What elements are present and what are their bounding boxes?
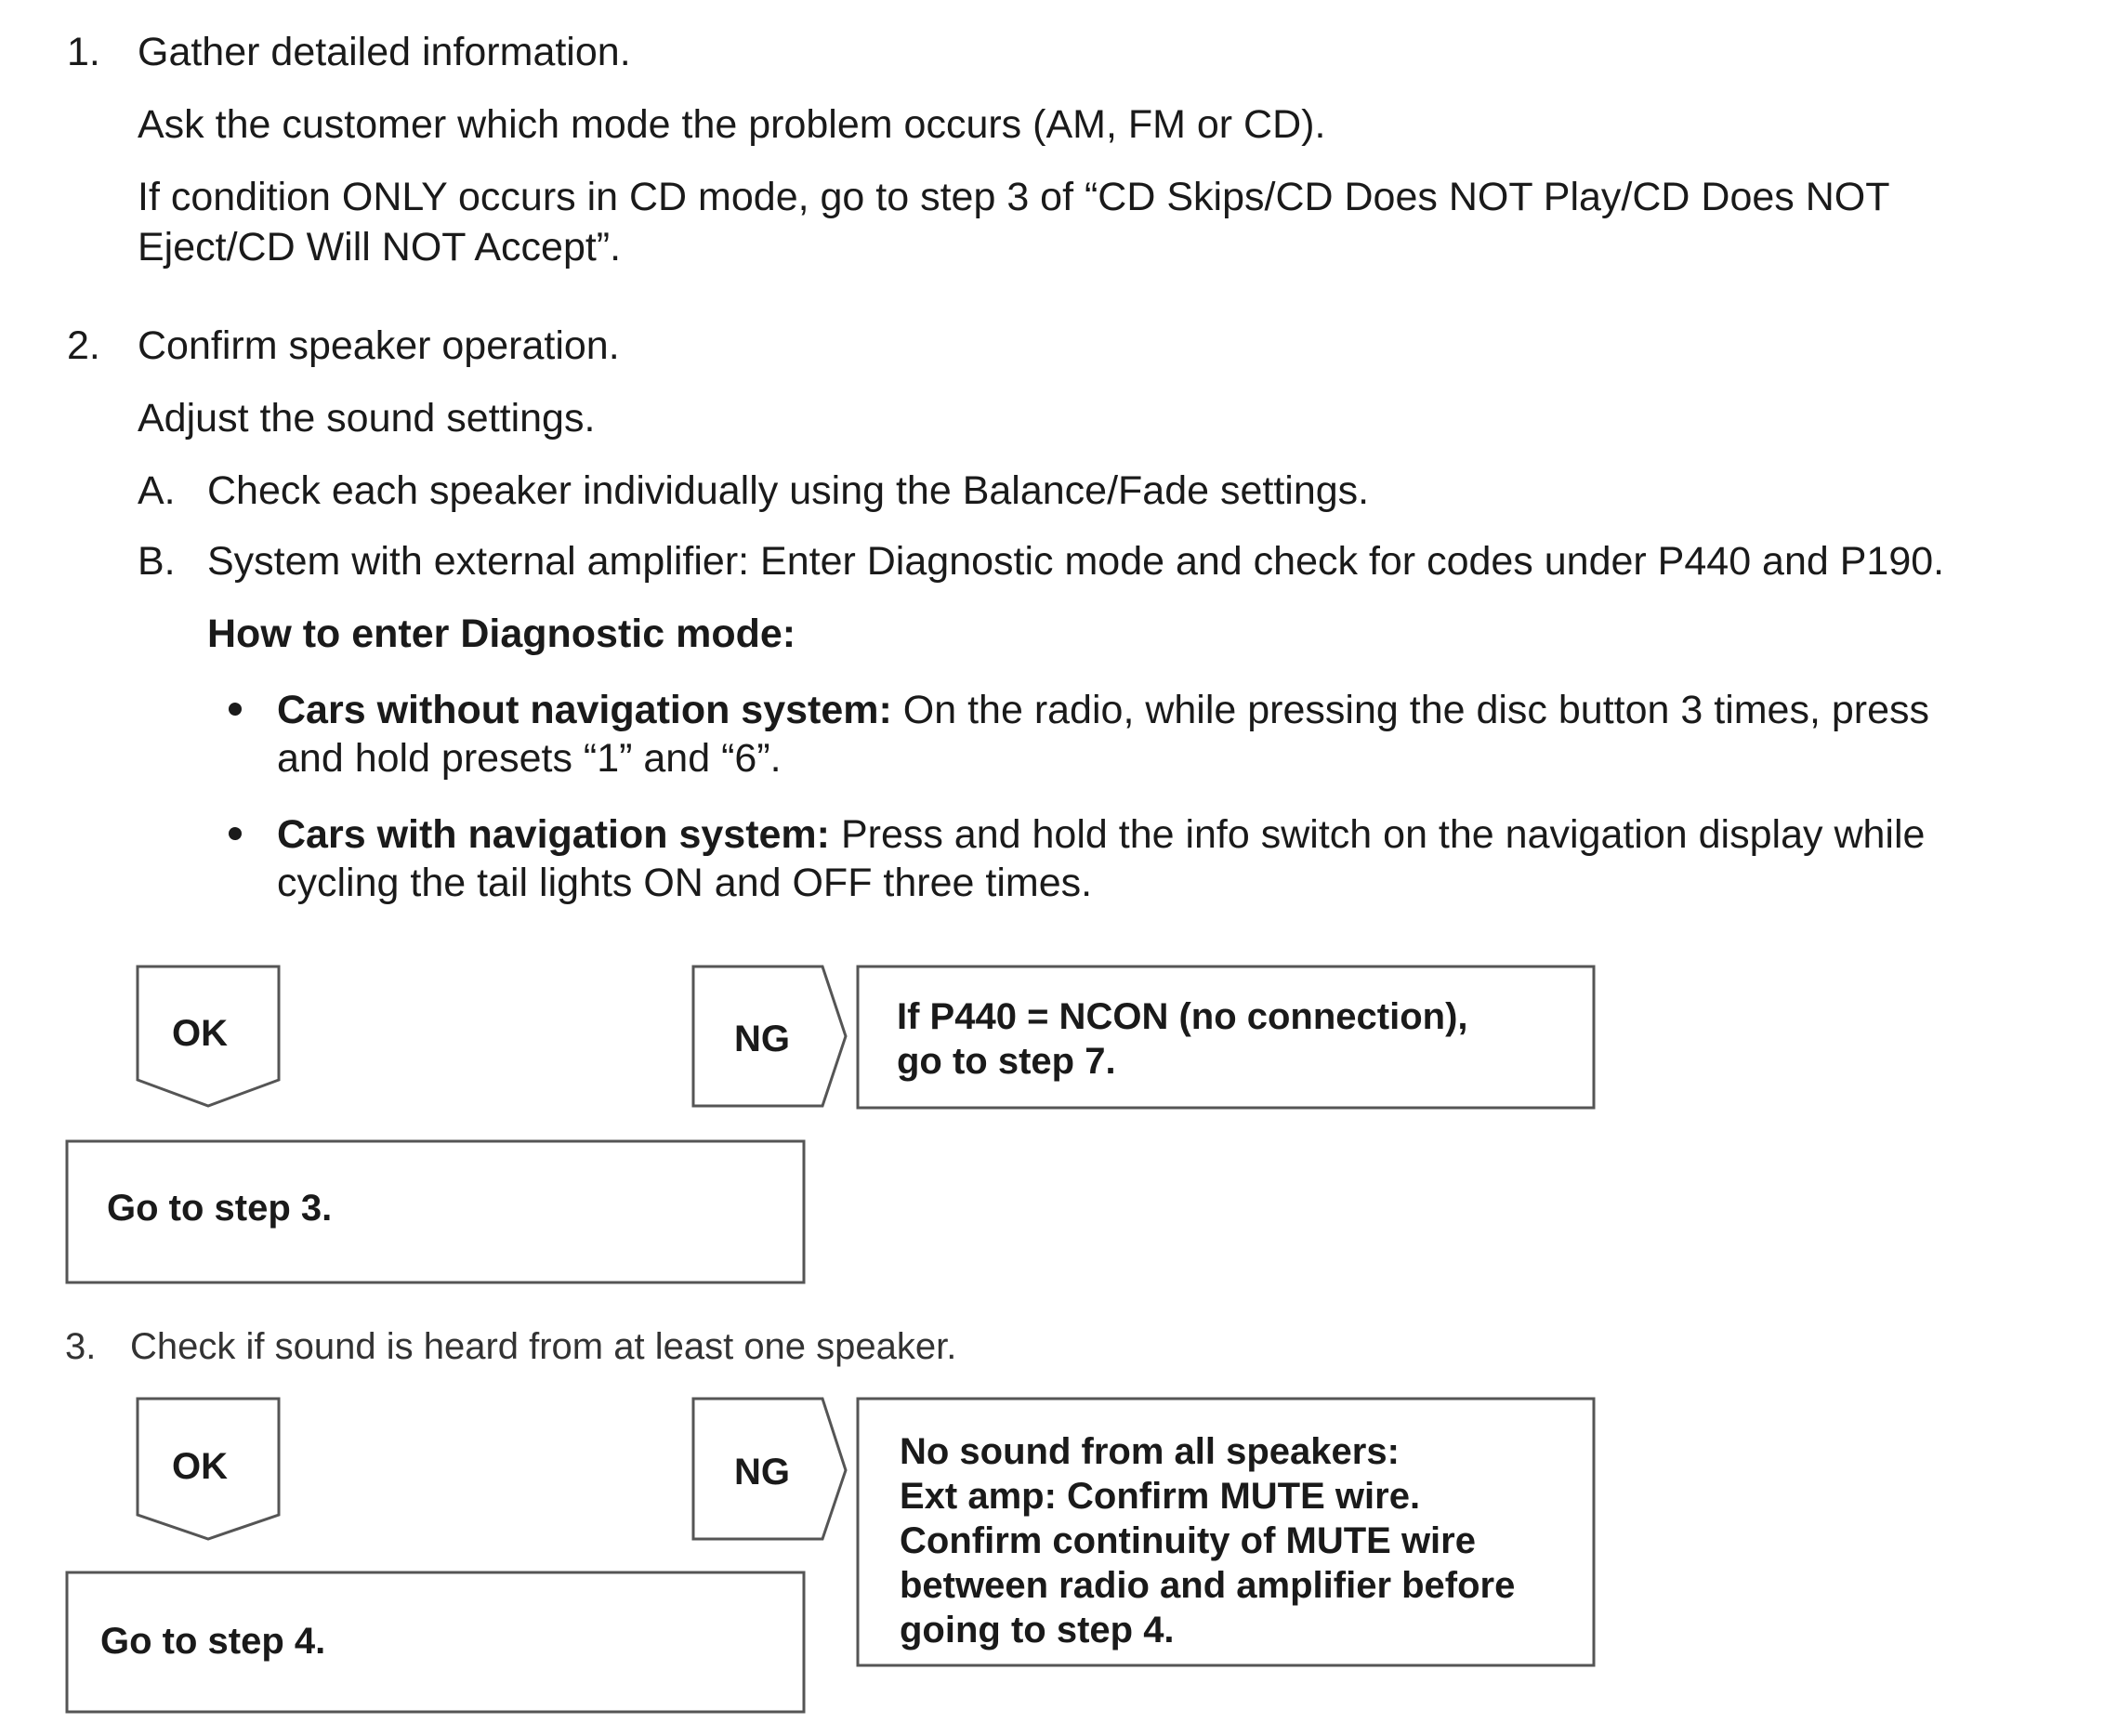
ng-result-2-line2: Ext amp: Confirm MUTE wire.: [900, 1476, 1421, 1517]
ng-result-2-line5: going to step 4.: [900, 1610, 1175, 1651]
ok-label-2: OK: [172, 1446, 228, 1487]
ng-result-1-line2: go to step 7.: [897, 1041, 1116, 1082]
ok-label-1: OK: [172, 1013, 228, 1054]
step2-sub-a-letter: A.: [138, 468, 176, 513]
ng-result-2-line3: Confirm continuity of MUTE wire: [900, 1520, 1476, 1561]
step3-number: 3.: [65, 1326, 97, 1367]
step2-sub-b-letter: B.: [138, 539, 176, 584]
ng-label-1: NG: [734, 1019, 790, 1059]
ok-result-2: Go to step 4.: [100, 1621, 326, 1662]
step2-heading: Confirm speaker operation.: [138, 323, 620, 368]
step1-instruction: Ask the customer which mode the problem occurs (AM, FM or CD).: [138, 102, 1326, 147]
bullet-nav-text: Press and hold the info switch on the navigation display while: [830, 812, 1926, 857]
diagnostic-heading: How to enter Diagnostic mode:: [207, 612, 796, 656]
step3-heading: Check if sound is heard from at least one speaker.: [130, 1326, 957, 1367]
bullet-no-nav-label: Cars without navigation system:: [277, 688, 892, 732]
bullet-nav-cont: cycling the tail lights ON and OFF three times.: [277, 861, 1093, 905]
step1-condition-line2: Eject/CD Will NOT Accept”.: [138, 225, 622, 270]
step2-sub-b-text: System with external amplifier: Enter Diagnostic mode and check for codes under P440 and P190.: [207, 539, 1945, 584]
bullet-nav-label: Cars with navigation system:: [277, 812, 830, 857]
ng-result-1-line1: If P440 = NCON (no connection),: [897, 996, 1468, 1037]
step2-instruction: Adjust the sound settings.: [138, 396, 596, 441]
step2-number: 2.: [67, 323, 100, 368]
ng-result-2-line1: No sound from all speakers:: [900, 1431, 1400, 1472]
ng-result-2-line4: between radio and amplifier before: [900, 1565, 1516, 1606]
step1-heading: Gather detailed information.: [138, 30, 631, 74]
bullet-no-nav-cont: and hold presets “1” and “6”.: [277, 736, 782, 781]
ng-label-2: NG: [734, 1452, 790, 1493]
bullet-no-nav-text: On the radio, while pressing the disc button 3 times, press: [891, 688, 1930, 732]
step1-number: 1.: [67, 30, 100, 74]
step1-condition-line1: If condition ONLY occurs in CD mode, go to step 3 of “CD Skips/CD Does NOT Play/CD Does NOT: [138, 175, 1890, 219]
ok-result-1: Go to step 3.: [107, 1188, 333, 1229]
step2-sub-a-text: Check each speaker individually using the Balance/Fade settings.: [207, 468, 1370, 513]
